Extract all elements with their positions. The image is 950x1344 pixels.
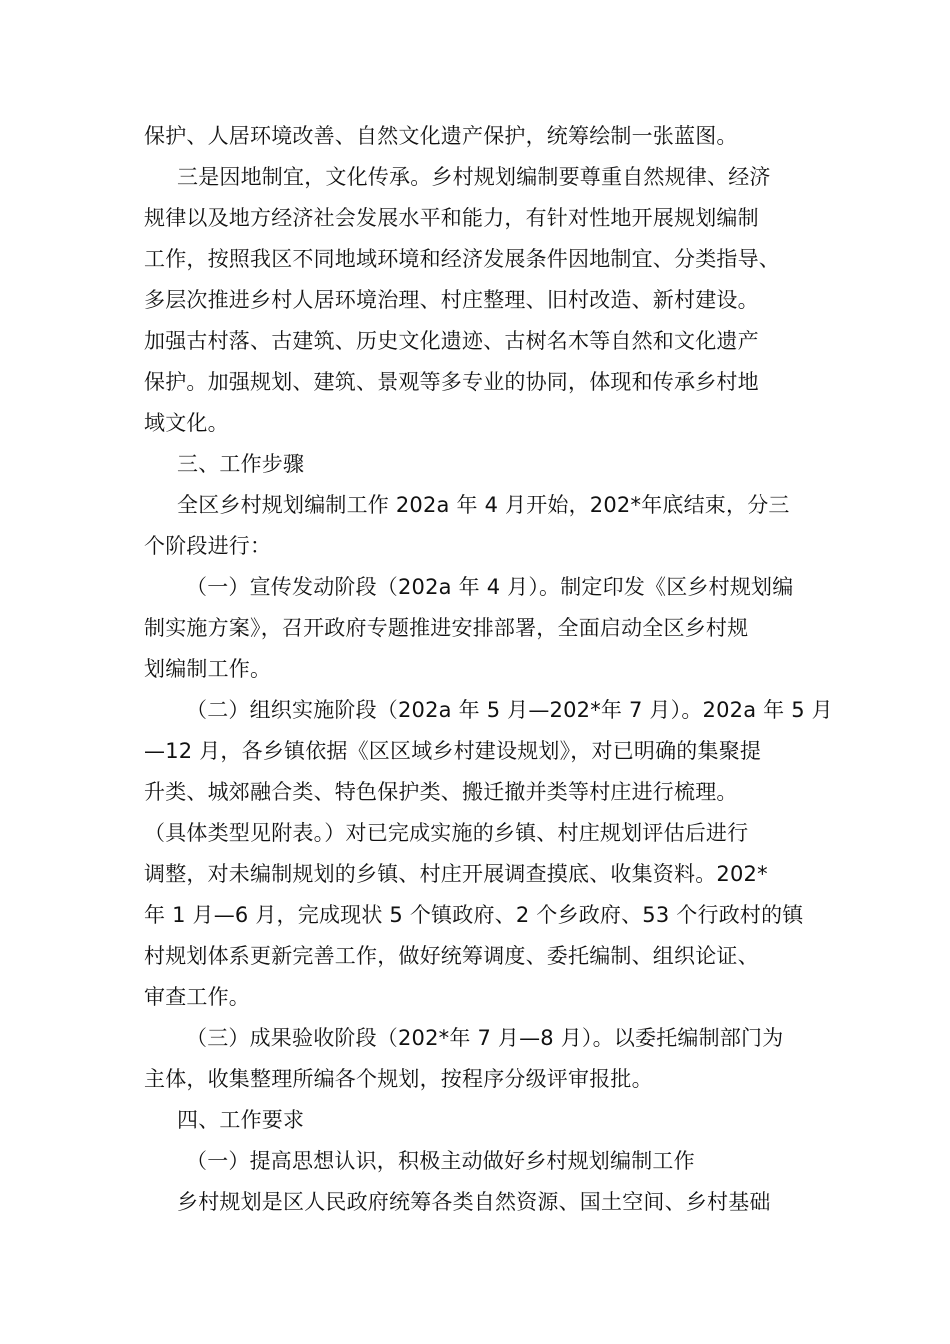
- text-line: 制实施方案》，召开政府专题推进安排部署，全面启动全区乡村规: [144, 616, 749, 640]
- text-line: 乡村规划是区人民政府统筹各类自然资源、国土空间、乡村基础: [177, 1190, 771, 1214]
- text-line: （二）组织实施阶段（202a 年 5 月—202*年 7 月）。202a 年 5 月: [186, 698, 833, 722]
- text-line: 调整，对未编制规划的乡镇、村庄开展调查摸底、收集资料。202*: [144, 862, 768, 886]
- text-line: （一）宣传发动阶段（202a 年 4 月）。制定印发《区乡村规划编: [186, 575, 794, 599]
- text-line: 三是因地制宜，文化传承。乡村规划编制要尊重自然规律、经济: [177, 165, 771, 189]
- text-line: 加强古村落、古建筑、历史文化遗迹、古树名木等自然和文化遗产: [144, 329, 759, 353]
- text-line: 保护。加强规划、建筑、景观等多专业的协同，体现和传承乡村地: [144, 370, 759, 394]
- text-line: 审查工作。: [144, 985, 250, 1009]
- text-line: 年 1 月—6 月，完成现状 5 个镇政府、2 个乡政府、53 个行政村的镇: [144, 903, 804, 927]
- text-line: 划编制工作。: [144, 657, 272, 681]
- text-line: 村规划体系更新完善工作，做好统筹调度、委托编制、组织论证、: [144, 944, 759, 968]
- section-heading: 三、工作步骤: [177, 452, 305, 476]
- subsection-heading: （一）提高思想认识，积极主动做好乡村规划编制工作: [186, 1149, 695, 1173]
- text-line: 全区乡村规划编制工作 202a 年 4 月开始，202*年底结束，分三: [177, 493, 790, 517]
- text-line: 工作，按照我区不同地域环境和经济发展条件因地制宜、分类指导、: [144, 247, 780, 271]
- text-line: （三）成果验收阶段（202*年 7 月—8 月）。以委托编制部门为: [186, 1026, 784, 1050]
- text-line: 域文化。: [144, 411, 229, 435]
- text-line: 主体，收集整理所编各个规划，按程序分级评审报批。: [144, 1067, 653, 1091]
- section-heading: 四、工作要求: [177, 1108, 305, 1132]
- text-line: 个阶段进行：: [144, 534, 272, 558]
- text-line: （具体类型见附表。）对已完成实施的乡镇、村庄规划评估后进行: [144, 821, 749, 845]
- text-line: 升类、城郊融合类、特色保护类、搬迁撤并类等村庄进行梳理。: [144, 780, 738, 804]
- text-line: 规律以及地方经济社会发展水平和能力，有针对性地开展规划编制: [144, 206, 759, 230]
- text-line: 保护、人居环境改善、自然文化遗产保护，统筹绘制一张蓝图。: [144, 124, 738, 148]
- document-body: [144, 116, 833, 1223]
- text-line: 多层次推进乡村人居环境治理、村庄整理、旧村改造、新村建设。: [144, 288, 759, 312]
- text-line: —12 月，各乡镇依据《区区域乡村建设规划》，对已明确的集聚提: [144, 739, 762, 763]
